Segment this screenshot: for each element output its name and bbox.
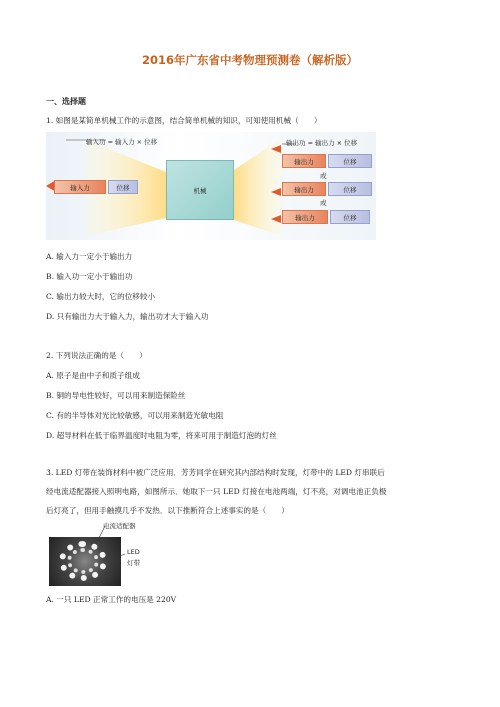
input-force-box: 输入力 (54, 180, 106, 194)
output-displacement-box-3: 位移 (330, 210, 370, 224)
q3-option-a: A. 一只 LED 正常工作的电压是 220V (46, 595, 177, 604)
lamp-strip-label: 灯带 (127, 559, 140, 567)
output-force-box-1: 输出力 (282, 154, 326, 168)
question-3-line-1: 3. LED 灯带在装饰材料中被广泛应用．芳芳同学在研究其内部结构时发现，灯带中的 LED 灯串联后 (46, 468, 385, 477)
q2-option-c: C. 有的半导体对光比较敏感，可以用来制造光敏电阻 (46, 411, 224, 420)
q2-option-b: B. 铜的导电性较好，可以用来制造保险丝 (46, 391, 186, 400)
led-label: LED (127, 548, 140, 556)
section-heading: 一、选择题 (46, 97, 86, 106)
output-displacement-box-1: 位移 (328, 154, 372, 168)
input-work-formula: 输入功 = 输入力 × 位移 (86, 138, 158, 146)
or-label-1: 或 (320, 172, 327, 180)
page-title: 2016年广东省中考物理预测卷（解析版） (141, 53, 358, 67)
adapter-label: 电流适配器 (103, 522, 136, 530)
question-2-stem: 2. 下列说法正确的是（ ） (46, 351, 147, 360)
or-label-2: 或 (320, 199, 327, 207)
q1-option-d: D. 只有输出力大于输入力，输出功才大于输入功 (46, 312, 209, 321)
question-3-line-2: 经电流适配器接入照明电路，如图所示．她取下一只 LED 灯接在电池两端，灯不亮，对调电池正负极 (46, 487, 387, 496)
machine-diagram (46, 132, 376, 240)
q2-option-a: A. 原子是由中子和质子组成 (46, 371, 140, 380)
question-3-line-3: 后灯亮了，但用手触摸几乎不发热．以下推断符合上述事实的是（ ） (46, 506, 289, 515)
output-beam (234, 138, 282, 236)
machine-box: 机械 (166, 160, 234, 220)
q1-option-a: A. 输入力一定小于输出力 (46, 252, 133, 261)
q1-option-b: B. 输入功一定小于输出功 (46, 272, 133, 281)
output-force-box-2: 输出力 (282, 182, 326, 196)
q2-option-d: D. 超导材料在低于临界温度时电阻为零，将来可用于制造灯泡的灯丝 (46, 431, 277, 440)
input-displacement-box: 位移 (108, 180, 138, 194)
question-1-stem: 1. 如图是某简单机械工作的示意图，结合简单机械的知识，可知使用机械（ ） (46, 116, 322, 125)
output-force-box-3: 输出力 (282, 210, 328, 224)
output-displacement-box-2: 位移 (328, 182, 372, 196)
output-work-formula: 输出功 = 输出力 × 位移 (286, 139, 358, 147)
q1-option-c: C. 输出力较大时，它的位移较小 (46, 292, 156, 301)
